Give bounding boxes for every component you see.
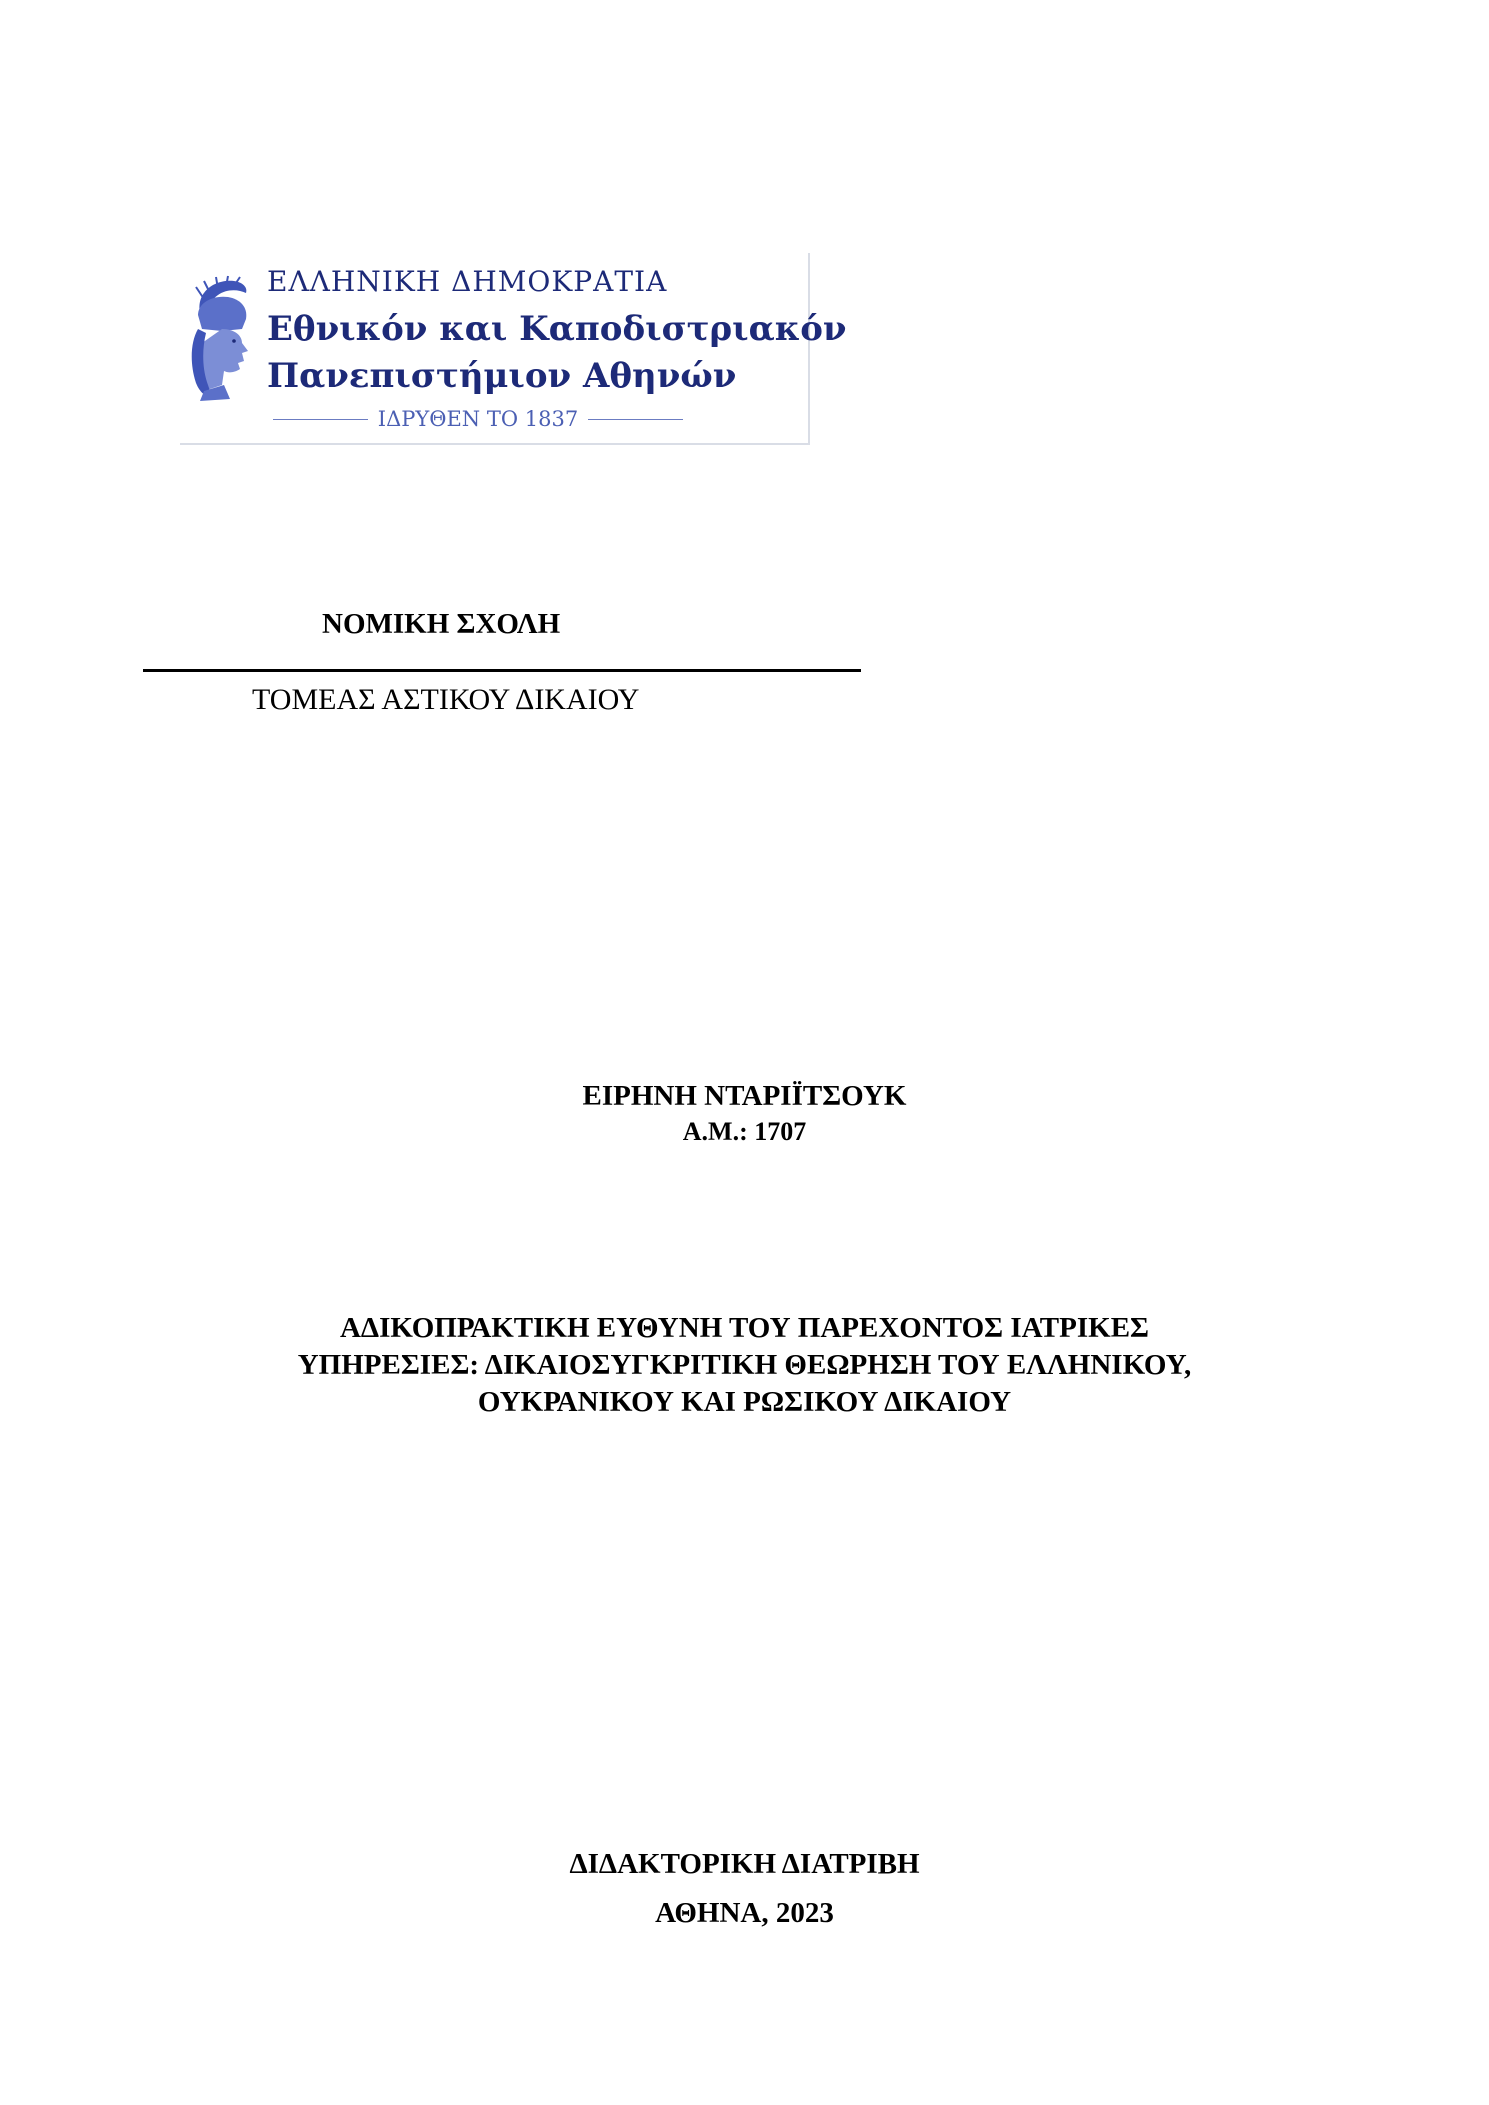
logo-university-name-line2: Πανεπιστήμιον Αθηνών	[267, 356, 737, 396]
logo-founded-line	[273, 407, 683, 431]
logo-founded-text: ΙΔΡΥΘΕΝ ΤΟ 1837	[377, 407, 579, 431]
header-divider	[143, 669, 861, 672]
thesis-title-line: ΟΥΚΡΑΝΙΚΟΥ ΚΑΙ ΡΩΣΙΚΟΥ ΔΙΚΑΙΟΥ	[477, 1386, 1012, 1418]
author-name: ΕΙΡΗΝΗ ΝΤΑΡΙΪΤΣΟΥΚ	[582, 1080, 907, 1112]
logo-rule-right	[588, 419, 683, 420]
school-name: ΝΟΜΙΚΗ ΣΧΟΛΗ	[322, 608, 561, 640]
logo-rule-left	[273, 419, 368, 420]
thesis-title-line: ΥΠΗΡΕΣΙΕΣ: ΔΙΚΑΙΟΣΥΓΚΡΙΤΙΚΗ ΘΕΩΡΗΣΗ ΤΟΥ ΕΛΛΗΝΙΚΟΥ,	[297, 1349, 1192, 1381]
department-name: ΤΟΜΕΑΣ ΑΣΤΙΚΟΥ ΔΙΚΑΙΟΥ	[252, 683, 640, 716]
author-block	[0, 1078, 1489, 1150]
thesis-title-line: ΑΔΙΚΟΠΡΑΚΤΙΚΗ ΕΥΘΥΝΗ ΤΟΥ ΠΑΡΕΧΟΝΤΟΣ ΙΑΤΡΙΚΕΣ	[339, 1312, 1149, 1344]
university-logo	[180, 253, 847, 445]
author-registration-number: Α.Μ.: 1707	[682, 1117, 807, 1146]
logo-university-name-line1: Εθνικόν και Καποδιστριακόν	[267, 309, 847, 349]
thesis-type: ΔΙΔΑΚΤΟΡΙΚΗ ΔΙΑΤΡΙΒΗ	[569, 1848, 920, 1880]
logo-country-text: ΕΛΛΗΝΙΚΗ ΔΗΜΟΚΡΑΤΙΑ	[267, 265, 668, 298]
place-and-date: ΑΘΗΝΑ, 2023	[655, 1897, 834, 1929]
athena-head-emblem-icon	[182, 273, 260, 403]
thesis-title	[0, 1310, 1489, 1421]
